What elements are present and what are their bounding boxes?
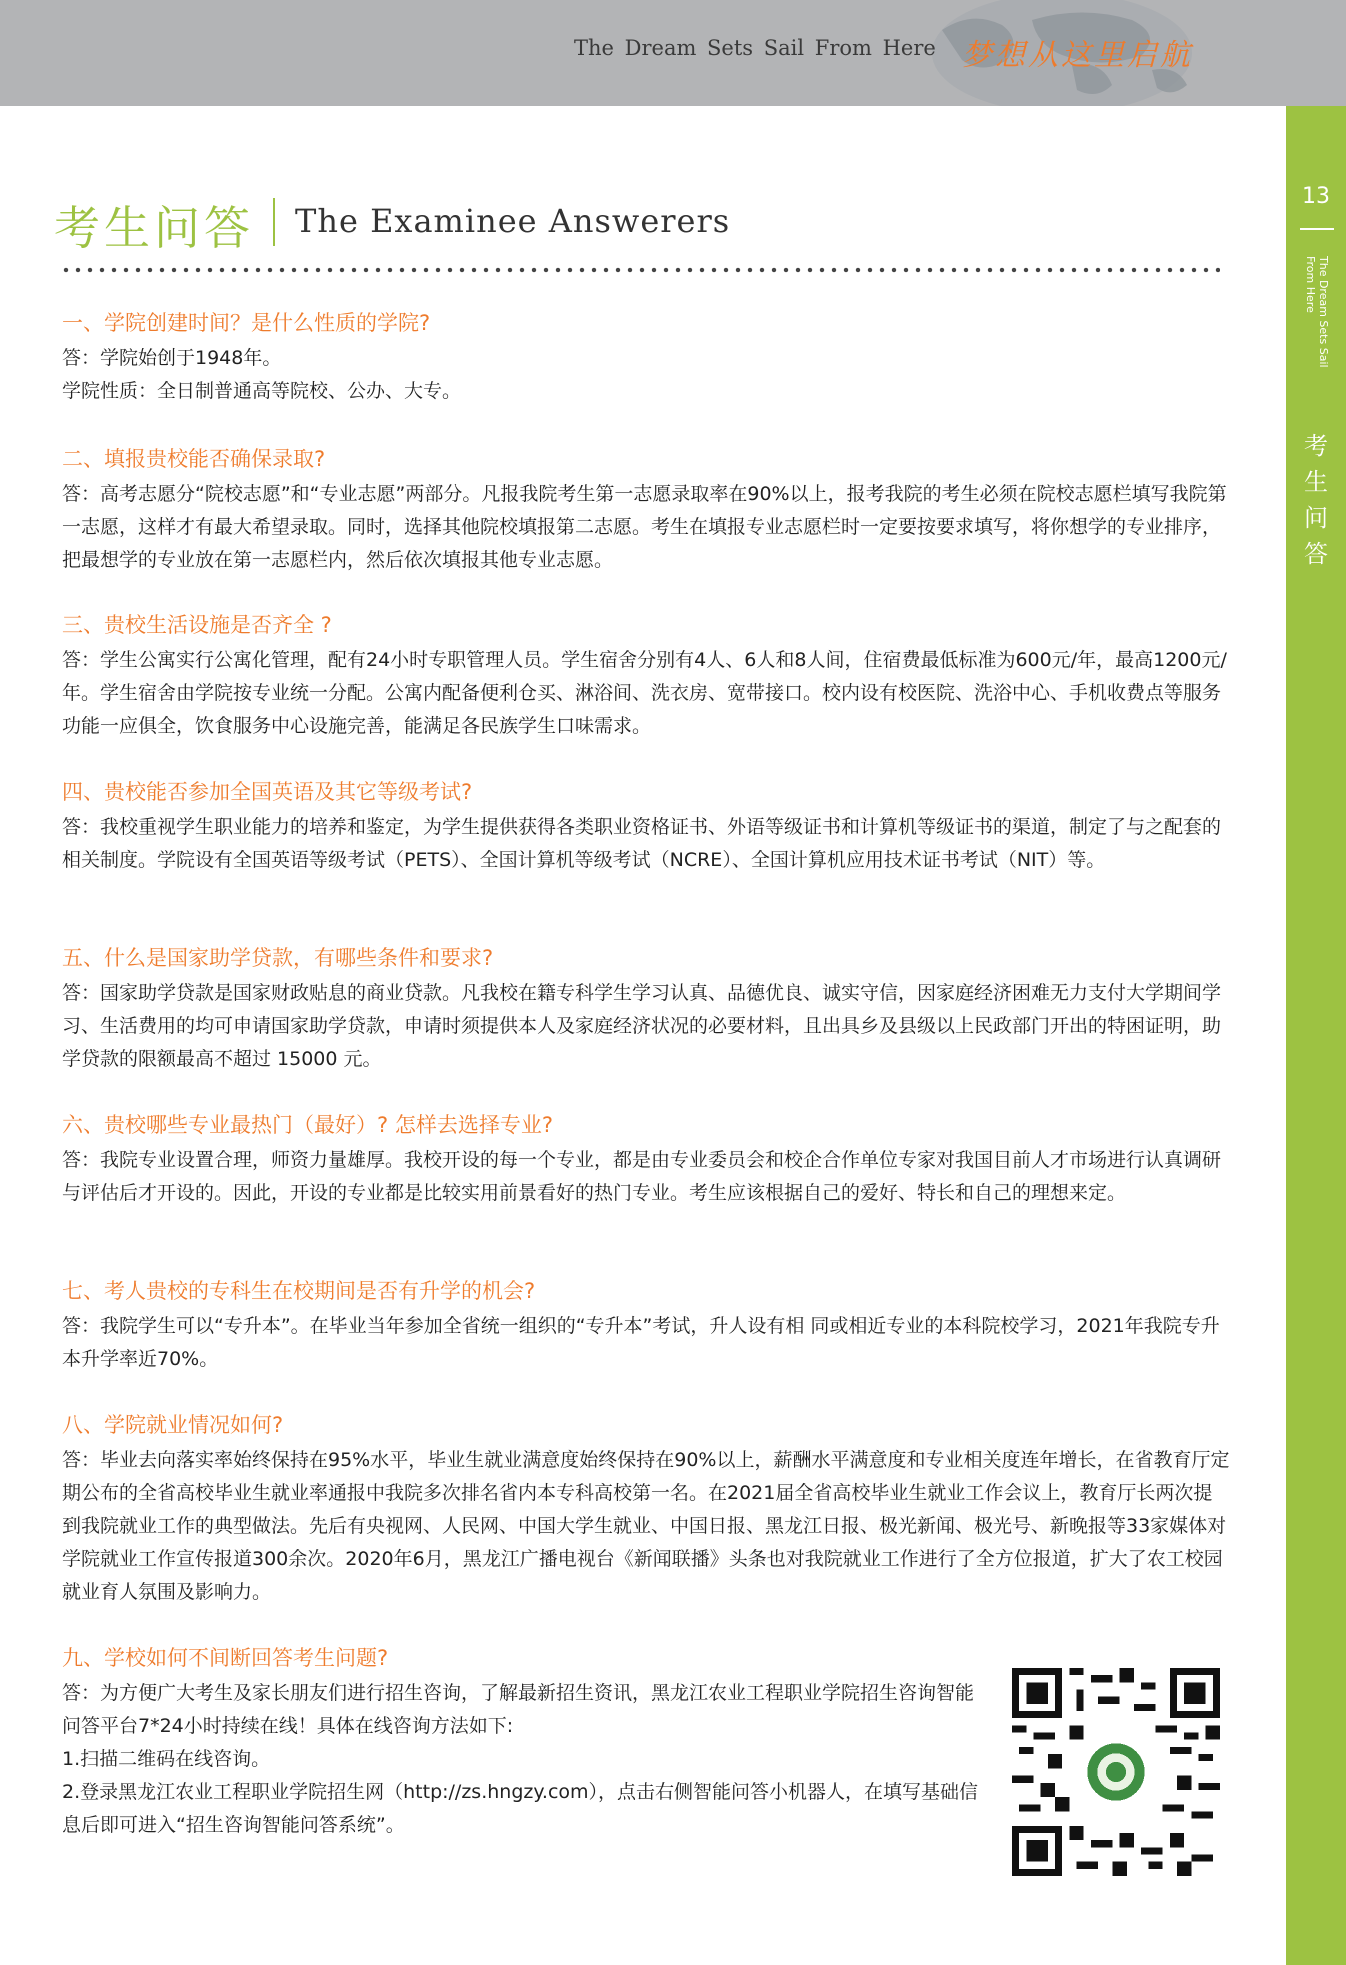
- answer: 答：我院专业设置合理，师资力量雄厚。我校开设的每一个专业，都是由专业委员会和校企合作单位专家对我国目前人才市场进行认真调研与评估后才开设的。因此，开设的专业都是比较实用前景看好的热门专业。考生应该根据自己的爱好、特长和自己的理想来定。: [62, 1149, 1222, 1204]
- question: 一、学院创建时间？是什么性质的学院?: [62, 311, 431, 335]
- qa-item-6: [62, 1110, 1230, 1210]
- question: 五、什么是国家助学贷款，有哪些条件和要求?: [62, 946, 494, 970]
- question: 四、贵校能否参加全国英语及其它等级考试?: [62, 780, 473, 804]
- question: 六、贵校哪些专业最热门（最好）? 怎样去选择专业?: [62, 1113, 553, 1137]
- page-number-underline: [1300, 228, 1334, 230]
- answer: 答：国家助学贷款是国家财政贴息的商业贷款。凡我校在籍专科学生学习认真、品德优良、诚实守信，因家庭经济困难无力支付大学期间学习、生活费用的均可申请国家助学贷款，申请时须提供本人及家庭经济状况的必要材料，且出具乡及县级以上民政部门开出的特困证明，助学贷款的限额最高不超过 15000 元。: [62, 982, 1222, 1070]
- qa-item-1: [62, 308, 1230, 408]
- qa-item-3: [62, 610, 1230, 743]
- qr-code[interactable]: [1012, 1668, 1220, 1876]
- question: 三、贵校生活设施是否齐全 ?: [62, 613, 332, 637]
- sidebar-chinese-label: [1286, 428, 1346, 572]
- qa-item-5: [62, 943, 1230, 1076]
- dotted-separator: [60, 266, 1220, 274]
- question: 八、学院就业情况如何?: [62, 1413, 284, 1437]
- page-title-english: The Examinee Answerers: [295, 202, 731, 240]
- page-title-chinese: 考生问答: [54, 201, 254, 255]
- sidebar-english-text: The Dream Sets Sail From Here: [1304, 256, 1330, 368]
- question: 七、考人贵校的专科生在校期间是否有升学的机会?: [62, 1279, 536, 1303]
- qa-item-7: [62, 1276, 1230, 1376]
- answer: 答：学院始创于1948年。 学院性质：全日制普通高等院校、公办、大专。: [62, 347, 462, 402]
- answer: 答：毕业去向落实率始终保持在95%水平，毕业生就业满意度始终保持在90%以上，薪酬水平满意度和专业相关度连年增长，在省教育厅定期公布的全省高校毕业生就业率通报中我院多次排名省内本专科高校第一名。在2021届全省高校毕业生就业工作会议上，教育厅长两次提到我院就业工作的典型做法。先后有央视网、人民网、中国大学生就业、中国日报、黑龙江日报、极光新闻、极光号、新晚报等33家媒体对学院就业工作宣传报道300余次。2020年6月，黑龙江广播电视台《新闻联播》头条也对我院就业工作进行了全方位报道，扩大了农工校园就业育人氛围及影响力。: [62, 1449, 1230, 1603]
- page-number: 13: [1302, 184, 1330, 209]
- sidebar-chinese-text: 考生问答: [1304, 432, 1328, 568]
- qa-item-4: [62, 777, 1230, 877]
- sidebar-english-label: [1300, 256, 1330, 386]
- title-divider: [273, 198, 275, 246]
- page-header: [0, 0, 1346, 106]
- qa-item-8: [62, 1410, 1230, 1609]
- header-english-slogan: The Dream Sets Sail From Here: [574, 36, 936, 60]
- question: 九、学校如何不间断回答考生问题?: [62, 1646, 389, 1670]
- qa-item-2: [62, 444, 1230, 577]
- question: 二、填报贵校能否确保录取?: [62, 447, 326, 471]
- header-chinese-slogan: 梦想从这里启航: [962, 38, 1193, 73]
- answer: 答：高考志愿分“院校志愿”和“专业志愿”两部分。凡报我院考生第一志愿录取率在90%以上，报考我院的考生必须在院校志愿栏填写我院第一志愿，这样才有最大希望录取。同时，选择其他院校填报第二志愿。考生在填报专业志愿栏时一定要按要求填写，将你想学的专业排序，把最想学的专业放在第一志愿栏内，然后依次填报其他专业志愿。: [62, 483, 1227, 571]
- answer: 答：为方便广大考生及家长朋友们进行招生咨询，了解最新招生资讯，黑龙江农业工程职业学院招生咨询智能问答平台7*24小时持续在线！具体在线咨询方法如下: 1.扫描二维码在线咨询。 2.登录黑龙江农业工程职业学院招生网（http://zs.hngzy.com），点击右侧智能问答小机器人，在填写基础信息后即可进入“招生咨询智能问答系统”。: [62, 1682, 979, 1836]
- answer: 答：我校重视学生职业能力的培养和鉴定，为学生提供获得各类职业资格证书、外语等级证书和计算机等级证书的渠道，制定了与之配套的相关制度。学院设有全国英语等级考试（PETS）、全国计算机等级考试（NCRE）、全国计算机应用技术证书考试（NIT）等。: [62, 816, 1222, 871]
- answer: 答：我院学生可以“专升本”。在毕业当年参加全省统一组织的“专升本”考试，升人设有相 同或相近专业的本科院校学习，2021年我院专升本升学率近70%。: [62, 1315, 1220, 1370]
- answer: 答：学生公寓实行公寓化管理，配有24小时专职管理人员。学生宿舍分别有4人、6人和8人间，住宿费最低标准为600元/年，最高1200元/年。学生宿舍由学院按专业统一分配。公寓内配备便利仓买、淋浴间、洗衣房、宽带接口。校内设有校医院、洗浴中心、手机收费点等服务功能一应俱全，饮食服务中心设施完善，能满足各民族学生口味需求。: [62, 649, 1227, 737]
- qa-item-9: [62, 1643, 992, 1842]
